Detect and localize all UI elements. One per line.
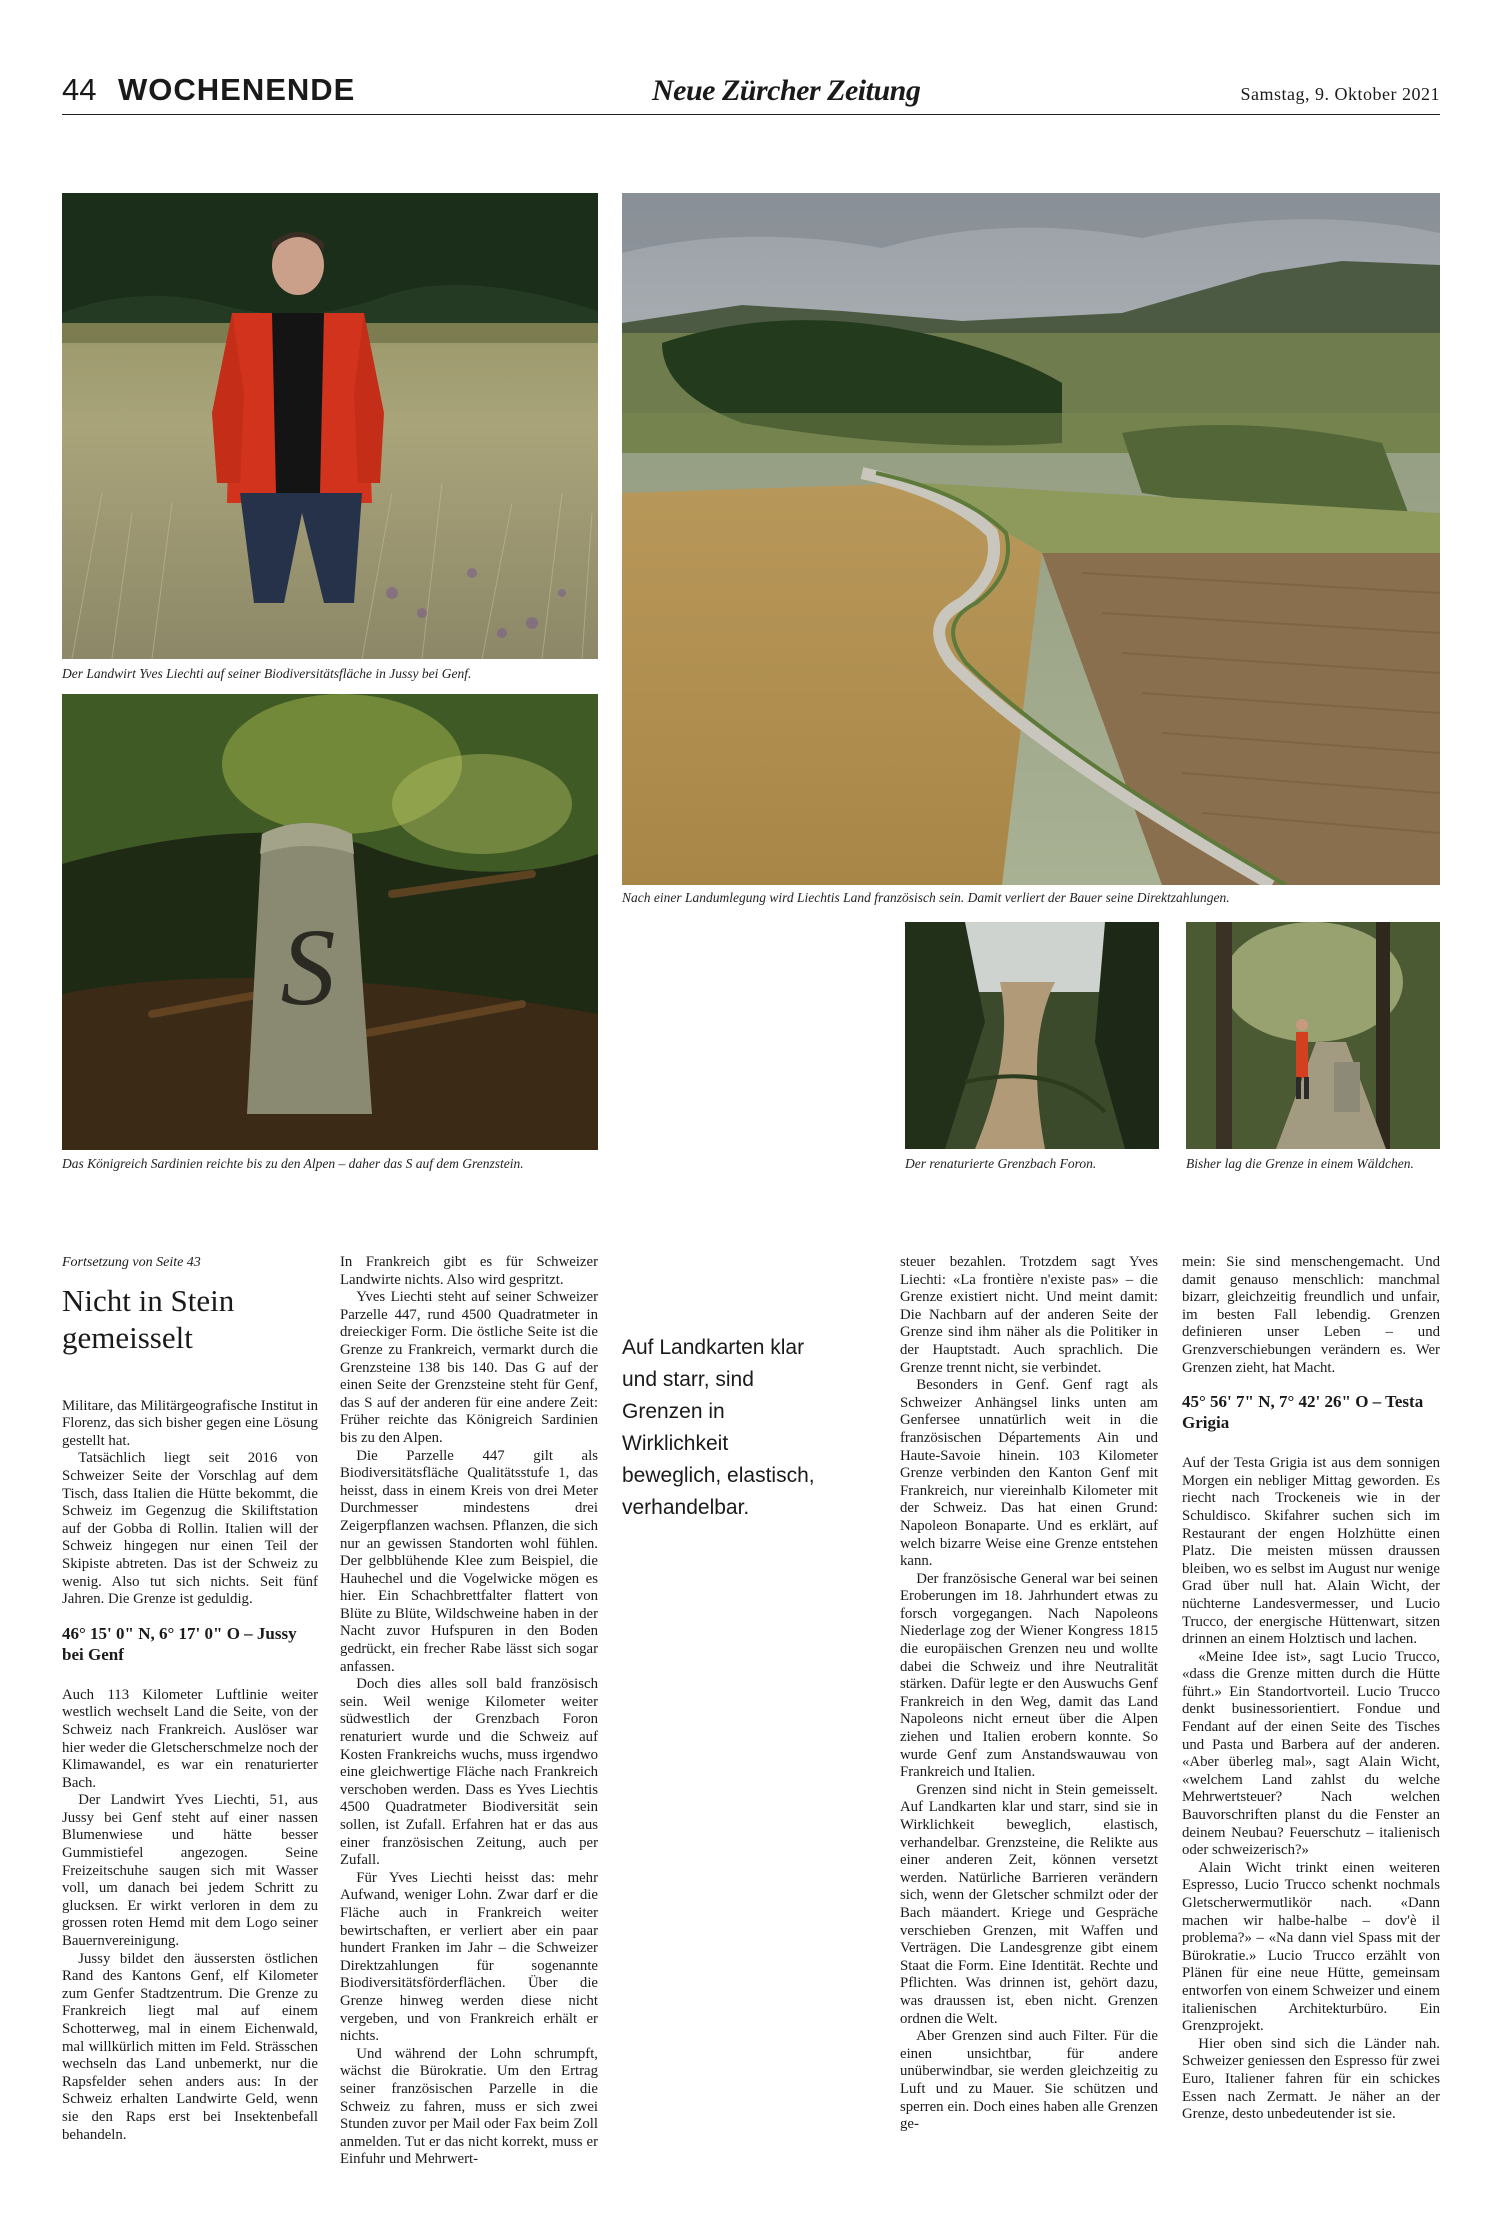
paragraph: Jussy bildet den äussersten östlichen Rand des Kantons Genf, elf Kilometer zum Genfer Stadtzentrum. Die Grenze zu Frankreich liegt mal auf einem Schotterweg, mal in einem Eichenwald, mal willkürlich mitten im Feld. Strässchen wechseln das Land unbemerkt, nur die Rapsfelder sehen anders aus: In der Schweiz erhalten Landwirte Geld, wenn sie den Raps erst bei Insektenbefall behandeln.	[62, 1950, 318, 2143]
caption-farmer: Der Landwirt Yves Liechti auf seiner Biodiversitätsfläche in Jussy bei Genf.	[62, 666, 472, 681]
photo-boundary-stone	[62, 694, 598, 1150]
paragraph: Grenzen sind nicht in Stein gemeisselt. Auf Landkarten klar und starr, sind sie in Wirklichkeit beweglich, elastisch, verhandelbar. Grenzsteine, die Relikte aus einer anderen Zeit, können versetzt werden. Natürliche Barrieren verändern sich, wenn der Gletscher schmilzt oder der Bach mäandert. Kriege und Gespräche verschieben Grenzen, mit Waffen und Verträgen. Die Landesgrenze gibt einem Staat die Form. Eine Identität. Rechte und Pflichten. Was drinnen ist, gehört dazu, was draussen ist, eben nicht. Grenzen ordnen die Welt.	[900, 1781, 1158, 2027]
article-headline: Nicht in Stein gemeisselt	[62, 1282, 235, 1355]
issue-date: Samstag, 9. Oktober 2021	[1240, 84, 1440, 104]
caption-boundary-stone: Das Königreich Sardinien reichte bis zu den Alpen – daher das S auf dem Grenzstein.	[62, 1156, 524, 1171]
photo-river	[905, 922, 1159, 1149]
paragraph: Die Parzelle 447 gilt als Biodiversitätsfläche Qualitätsstufe 1, das heisst, dass in einem Kreis von drei Meter Durchmesser mindestens drei Zeigerpflanzen wachsen. Pflanzen, die sich nur an gewissen Standorten wohl fühlen. Der gelbblühende Klee zum Beispiel, die Hauhechel und die Vogelwicke mögen es hier. Ein Schachbrettfalter flattert von Blüte zu Blüte, Wildschweine haben in der Nacht zuvor Hufspuren in den Boden gedrückt, ein frecher Rabe lässt sich sogar anfassen.	[340, 1447, 598, 1675]
article-column-4	[1182, 1254, 1440, 2124]
paragraph: Der französische General war bei seinen Eroberungen im 18. Jahrhundert etwas zu forsch vorgegangen. Nach Napoleons Niederlage zog der Wiener Kongress 1815 die europäischen Grenzen neu und wollte dabei die Schweiz und ihre Neutralität stärken. Dafür legte er den Auswuchs Genf Frankreich in den Weg, damit das Land Napoleons nicht erneut über die Alpen ziehen und Italien erobern konnte. So wurde Genf zum Anstandswauwau von Frankreich und Italien.	[900, 1570, 1158, 1781]
paragraph: mein: Sie sind menschengemacht. Und damit genauso menschlich: manchmal bizarr, gleichzeitig freundlich und unfair, im besten Fall lebendig. Grenzen definieren unser Leben – und Grenzverschiebungen verändern es. Wer Grenzen zieht, hat Macht.	[1182, 1254, 1440, 1376]
paragraph: steuer bezahlen. Trotzdem sagt Yves Liechti: «La frontière n'existe pas» – die Grenze existiert nicht. Und meint damit: Die Nachbarn auf der anderen Seite der Grenze sind ihm näher als die Politiker in der Hauptstadt. Auch sprachlich. Die Grenze trennt nicht, sie verbindet.	[900, 1254, 1158, 1376]
subheading: 45° 56' 7" N, 7° 42' 26" O – Testa Grigia	[1182, 1392, 1424, 1433]
article-kicker: Fortsetzung von Seite 43	[62, 1255, 201, 1270]
article-column-2	[340, 1254, 598, 2169]
page-number: 44	[62, 72, 97, 107]
paragraph: Für Yves Liechti heisst das: mehr Aufwand, weniger Lohn. Zwar darf er die Fläche auch in Frankreich weiter bewirtschaften, er verliert aber ein paar hundert Franken im Jahr – die Schweizer Direktzahlungen für sogenannte Biodiversitätsförderflächen. Über die Grenze hinweg werden diese nicht vergeben, und von Frankreich erhält er nichts.	[340, 1869, 598, 2045]
photo-forest-path	[1186, 922, 1440, 1149]
masthead	[62, 70, 1440, 115]
pull-quote: Auf Landkarten klar und starr, sind Grenzen in Wirklichkeit beweglich, elastisch, verhandelbar.	[622, 1336, 815, 1519]
paragraph: Auch 113 Kilometer Luftlinie weiter westlich wechselt Land die Seite, von der Schweiz nach Frankreich. Auslöser war hier weder die Gletscherschmelze noch der Klimawandel, es war ein renaturierter Bach.	[62, 1686, 318, 1791]
subheading: 46° 15' 0" N, 6° 17' 0" O – Jussy bei Genf	[62, 1623, 297, 1664]
caption-forest-path: Bisher lag die Grenze in einem Wäldchen.	[1186, 1156, 1414, 1171]
caption-landscape: Nach einer Landumlegung wird Liechtis Land französisch sein. Damit verliert der Bauer seine Direktzahlungen.	[622, 890, 1230, 905]
paragraph: Besonders in Genf. Genf ragt als Schweizer Anhängsel links unten am Genfersee unnatürlich weit in die französischen Départements Ain und Haute-Savoie hinein. 103 Kilometer Grenze verbinden den Kanton Genf mit Frankreich, nur viereinhalb Kilometer mit der Schweiz. Das hat einen Grund: Napoleon Bonaparte. Und es erklärt, auf welch bizarre Weise eine Grenze entstehen kann.	[900, 1377, 1158, 1570]
newspaper-logo: Neue Zürcher Zeitung	[652, 74, 921, 107]
svg-text:S: S	[280, 906, 336, 1028]
paragraph: Der Landwirt Yves Liechti, 51, aus Jussy bei Genf steht auf einer nassen Blumenwiese und hätte besser Gummistiefel angezogen. Seine Freizeitschuhe saugen sich mit Wasser voll, um danach bei jedem Schritt zu glucksen. Er wirkt verloren in dem zu grossen roten Hemd mit dem Logo seiner Bauernvereinigung.	[62, 1792, 318, 1950]
paragraph: Auf der Testa Grigia ist aus dem sonnigen Morgen ein nebliger Mittag geworden. Es riecht nach Trockeneis wie in der Schuldisco. Skifahrer suchen sich im Restaurant der engen Holzhütte einen Platz. Die meisten müssen draussen bleiben, wo es selbst im August nur wenige Grad über null hat. Alain Wicht, der nüchterne Landesvermesser, und Lucio Trucco, der energische Hüttenwart, sitzen drinnen an einem Holztisch und lachen.	[1182, 1455, 1440, 1648]
caption-river: Der renaturierte Grenzbach Foron.	[905, 1156, 1097, 1171]
paragraph: Aber Grenzen sind auch Filter. Für die einen unsichtbar, für andere unüberwindbar, sie werden gleichzeitig zu Luft und zu Mauer. Sie schützen und sperren ein. Doch eines haben alle Grenzen ge-	[900, 2028, 1158, 2133]
paragraph: Militare, das Militärgeografische Institut in Florenz, das sich bisher gegen eine Lösung gestellt hat.	[62, 1397, 318, 1449]
article-column-3	[900, 1254, 1158, 2134]
paragraph: Hier oben sind sich die Länder nah. Schweizer geniessen den Espresso für zwei Euro, Italiener fahren für ein schickes Essen nach Zermatt. Je näher an der Grenze, desto unbedeutender ist sie.	[1182, 2035, 1440, 2123]
article-column-1	[62, 1254, 318, 2144]
section-name: WOCHENENDE	[118, 72, 356, 107]
paragraph: Und während der Lohn schrumpft, wächst die Bürokratie. Um den Ertrag seiner französischen Parzelle in die Schweiz zu fahren, muss er sich zwei Stunden zuvor per Mail oder Fax beim Zoll anmelden. Tut er das nicht korrekt, muss er Einfuhr und Mehrwert-	[340, 2045, 598, 2168]
photo-landscape	[622, 193, 1440, 885]
paragraph: «Meine Idee ist», sagt Lucio Trucco, «dass die Grenze mitten durch die Hütte führt.» Ein Standortvorteil. Lucio Trucco denkt businessorientiert. Fondue und Fendant auf der einen Seite des Tisches und Pasta und Barbera auf der anderen. «Aber überleg mal», sagt Alain Wicht, «welchem Land zahlst du welche Mehrwertsteuer? Nach welchen Bauvorschriften planst du die Fenster an deinem Neubau? Feuerschutz – italienisch oder schweizerisch?»	[1182, 1648, 1440, 1859]
paragraph: Tatsächlich liegt seit 2016 von Schweizer Seite der Vorschlag auf dem Tisch, dass Italien die Hütte bekommt, die Schweiz im Gegenzug die Skiliftstation auf der Gobba di Rollin. Italien will der Schweiz hingegen nur einen Teil der Skipiste abtreten. Das ist der Schweiz zu wenig. Also tut sich nichts. Seit fünf Jahren. Die Grenze ist geduldig.	[62, 1450, 318, 1608]
paragraph: In Frankreich gibt es für Schweizer Landwirte nichts. Also wird gespritzt.	[340, 1254, 598, 1288]
paragraph: Alain Wicht trinkt einen weiteren Espresso, Lucio Trucco schenkt nochmals Gletscherwermutlikör nach. «Dann machen wir halbe-halbe – dov'è il problema?» – «Na dann viel Spass mit der Bürokratie.» Lucio Trucco erzählt von Plänen für eine neue Hütte, gemeinsam entworfen von einem Schweizer und einem italienischen Architekturbüro. Ein Grenzprojekt.	[1182, 1859, 1440, 2035]
paragraph: Doch dies alles soll bald französisch sein. Weil wenige Kilometer weiter südwestlich der Grenzbach Foron renaturiert wurde und die Schweiz auf Kosten Frankreichs wuchs, muss irgendwo eine gleichwertige Fläche nach Frankreich verschoben werden. Dass es Yves Liechtis 4500 Quadratmeter Biodiversität sein sollen, ist Zufall. Erfahren hat er das aus einer französischen Zeitung, auch per Zufall.	[340, 1676, 598, 1869]
photo-farmer	[62, 193, 598, 659]
paragraph: Yves Liechti steht auf seiner Schweizer Parzelle 447, rund 4500 Quadratmeter in dreieckiger Form. Die östliche Seite ist die Grenze zu Frankreich, vermarkt durch die Grenzsteine 138 bis 140. Das G auf der einen Seite der Grenzsteine steht für Genf, das S auf der anderen für eine andere Zeit: Früher reichte das Königreich Sardinien bis zu den Alpen.	[340, 1289, 598, 1446]
